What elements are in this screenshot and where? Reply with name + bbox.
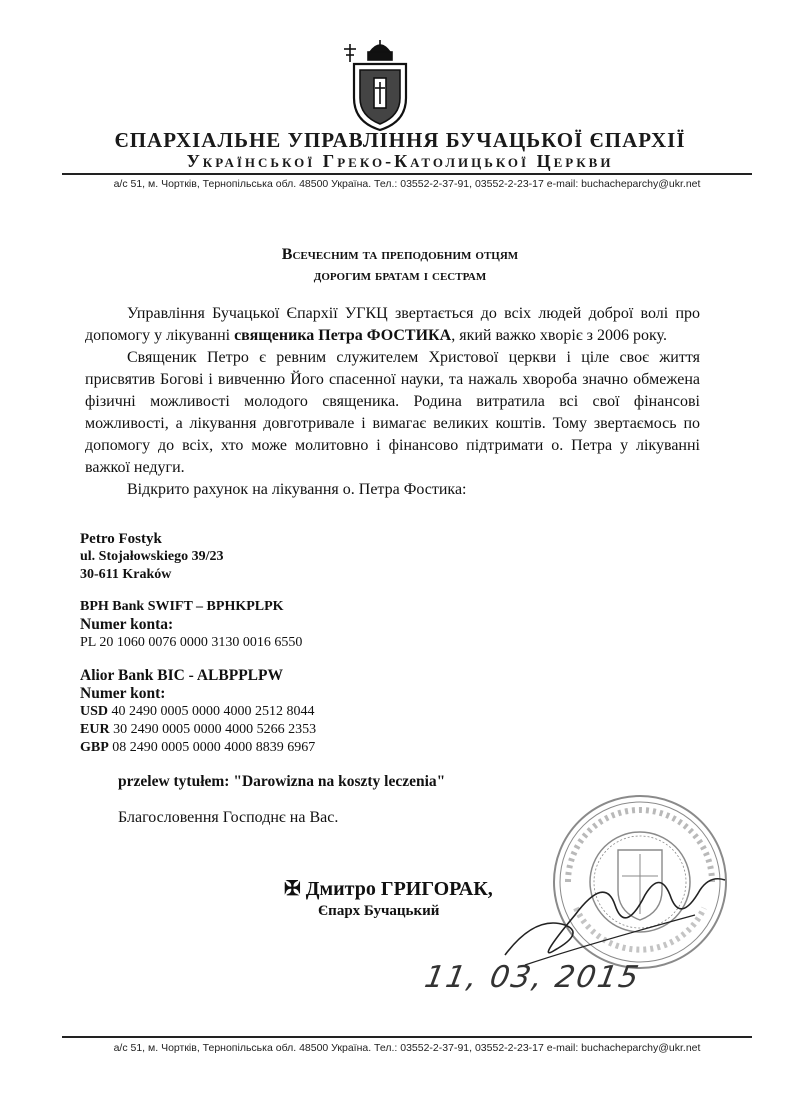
bank-1-account-label: Numer konta:: [80, 616, 174, 633]
top-divider: [62, 173, 752, 175]
salutation: [0, 244, 800, 286]
account-number: 40 2490 0005 0000 4000 2512 8044: [111, 704, 315, 719]
signatory-name-text: Дмитро ГРИГОРАК,: [305, 878, 493, 900]
salutation-line-1: Всечесним та преподобним отцям: [281, 246, 519, 263]
recipient-city: 30-611 Kraków: [80, 567, 172, 582]
handwritten-date: 11, 03, 2015: [421, 960, 643, 995]
account-row: [80, 721, 500, 739]
bank-2-accounts-label: Numer kont:: [80, 685, 166, 702]
paragraph-3: Відкрито рахунок на лікування о. Петра Фостика:: [127, 481, 467, 498]
recipient-block: [80, 530, 500, 584]
paragraph-2: Священик Петро є ревним служителем Христової церкви і ціле своє життя присвятив Богові і вивченню Його спасенної науки, та нажаль хвороба значно обмежена фізичні можливості молодого священика. Родина витратила всі свої фінансові можливості, а лікування довготривале і вимагає великих коштів. Тому звертаємось по допомогу до всіх, хто може молитовно і фінансово підтримати о. Петра у лікуванні важкої недуги.: [85, 349, 700, 476]
paragraph-1: [85, 303, 700, 347]
paragraph-1-text-a: Управління Бучацької Єпархії УГКЦ звертається до всіх людей доброї волі про допомогу у лікуванні: [85, 305, 700, 344]
bank-2-name: Alior Bank BIC - ALBPPLPW: [80, 667, 283, 684]
cross-icon: ✠: [284, 878, 301, 900]
account-currency: GBP: [80, 740, 109, 755]
handwritten-signature: [495, 855, 735, 975]
letterhead-title: ЄПАРХІАЛЬНЕ УПРАВЛІННЯ БУЧАЦЬКОЇ ЄПАРХІЇ: [114, 128, 686, 152]
signatory-name: [284, 876, 493, 901]
letterhead-address: а/с 51, м. Чортків, Тернопільська обл. 48500 Україна. Тел.: 03552-2-37-91, 03552-2-23-17 e-mail: buchacheparchy@ukr.net: [113, 178, 701, 190]
letter-body: [85, 303, 700, 501]
account-row: [80, 739, 500, 757]
account-currency: USD: [80, 704, 109, 719]
salutation-line-2: дорогим братам і сестрам: [313, 267, 487, 284]
bank-1-name: BPH Bank SWIFT – BPHKPLPK: [80, 599, 284, 614]
eparchy-crest-logo: [340, 38, 420, 133]
bank-1-block: [80, 598, 500, 652]
recipient-street: ul. Stojałowskiego 39/23: [80, 549, 224, 564]
bank-1-account: PL 20 1060 0076 0000 3130 0016 6550: [80, 635, 303, 650]
letterhead-subtitle: Української Греко-Католицької Церкви: [186, 151, 614, 171]
priest-name: священика Петра ФОСТИКА: [234, 327, 452, 344]
bank-2-block: [80, 667, 500, 757]
account-number: 08 2490 0005 0000 4000 8839 6967: [112, 740, 316, 755]
transfer-title: przelew tytułem: "Darowizna na koszty leczenia": [118, 773, 446, 790]
account-number: 30 2490 0005 0000 4000 5266 2353: [113, 722, 317, 737]
bottom-divider: [62, 1036, 752, 1038]
blessing: Благословення Господнє на Вас.: [118, 809, 339, 826]
account-row: [80, 703, 500, 721]
recipient-name: Petro Fostyk: [80, 531, 162, 547]
paragraph-1-text-b: , який важко хворіє з 2006 року.: [451, 327, 667, 344]
signatory-role: Єпарх Бучацький: [318, 903, 440, 919]
footer-address: а/с 51, м. Чортків, Тернопільська обл. 48500 Україна. Тел.: 03552-2-37-91, 03552-2-23-17 e-mail: buchacheparchy@ukr.net: [113, 1042, 701, 1054]
account-currency: EUR: [80, 722, 110, 737]
